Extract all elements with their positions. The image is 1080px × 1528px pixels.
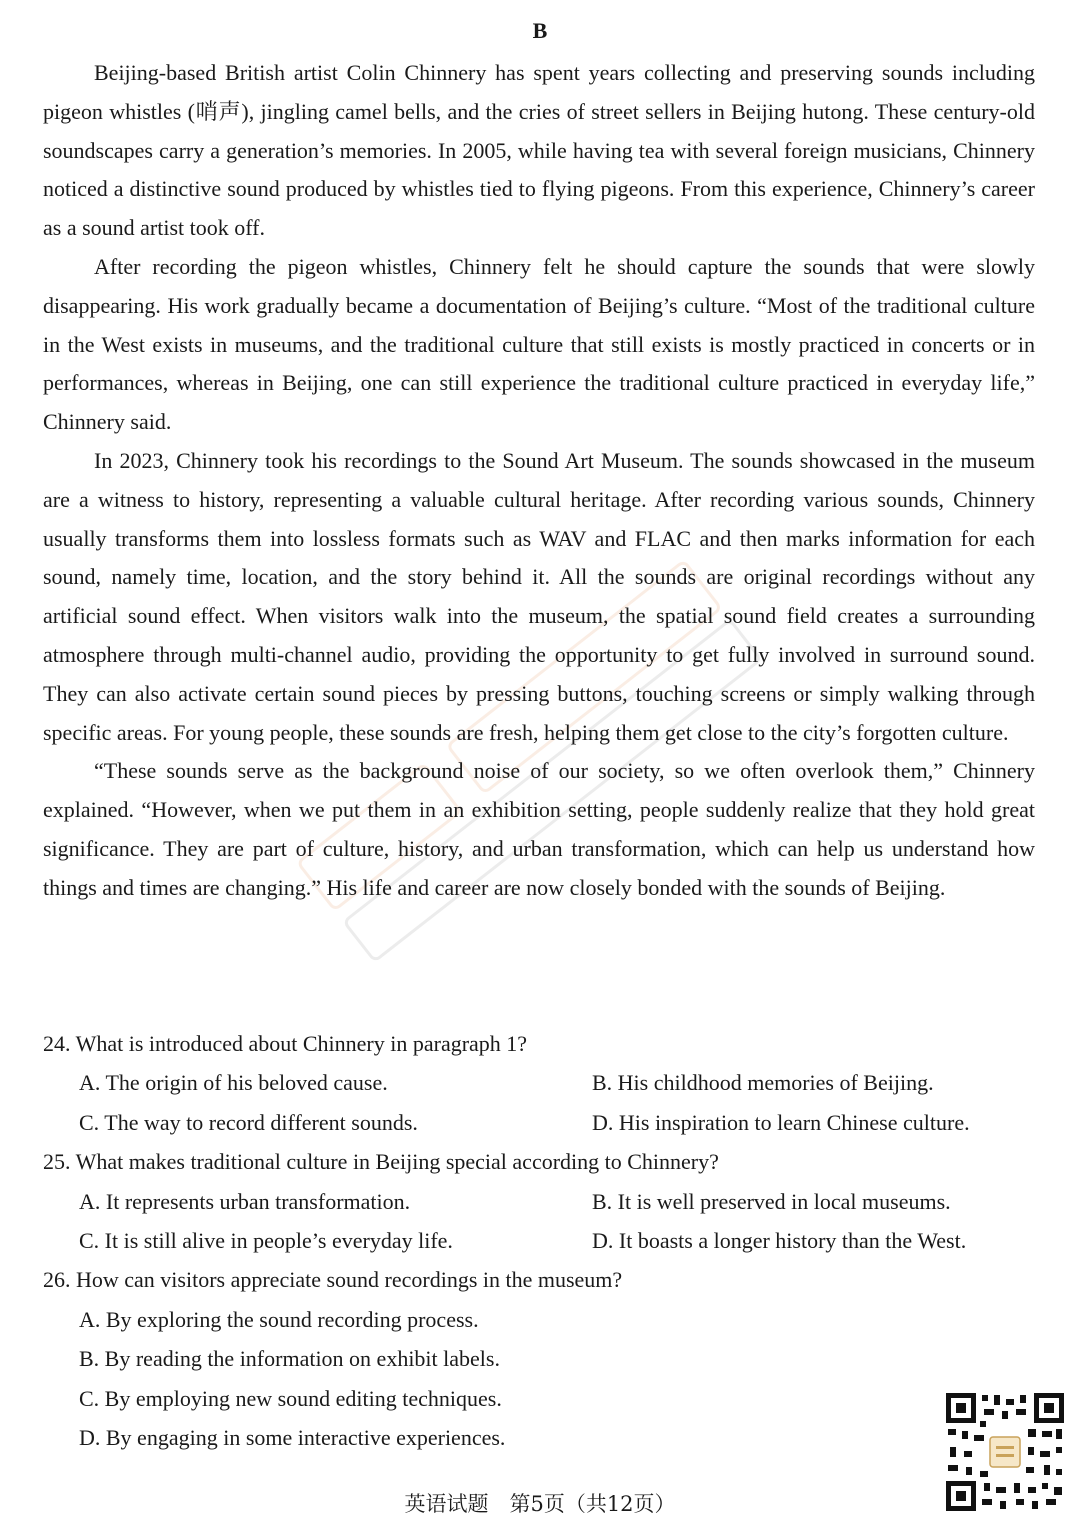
paragraph-2: After recording the pigeon whistles, Chinnery felt he should capture the sounds that were slowly disappearing. His work gradually became a documentation of Beijing’s culture. “Most of the traditional culture in the West exists in museums, and the traditional culture that still exists is mostly practiced in concerts or in performances, whereas in Beijing, one can still experience the traditional culture practiced in everyday life,” Chinnery said.	[43, 253, 1035, 435]
option-list	[43, 1300, 1035, 1458]
option-c: C. It is still alive in people’s everyday life.	[79, 1228, 453, 1254]
question-26	[43, 1260, 1035, 1457]
option-b: B. It is well preserved in local museums.	[592, 1188, 951, 1214]
option-d: D. By engaging in some interactive experiences.	[79, 1425, 506, 1451]
question-stem: 25. What makes traditional culture in Beijing special according to Chinnery?	[43, 1149, 719, 1175]
option-b: B. By reading the information on exhibit labels.	[79, 1346, 500, 1372]
question-24	[43, 1024, 1035, 1142]
option-grid	[43, 1063, 1035, 1142]
question-stem: 26. How can visitors appreciate sound recordings in the museum?	[43, 1267, 623, 1293]
question-25	[43, 1142, 1035, 1260]
section-letter: B	[532, 18, 548, 43]
reading-passage	[43, 54, 1035, 908]
question-list	[43, 1024, 1035, 1457]
option-grid	[43, 1182, 1035, 1261]
option-a: A. The origin of his beloved cause.	[79, 1070, 388, 1096]
option-a: A. It represents urban transformation.	[79, 1188, 411, 1214]
paragraph-4: “These sounds serve as the background noise of our society, so we often overlook them,” Chinnery explained. “However, when we put them in an exhibition setting, people suddenly realize that they hold great significance. They are part of culture, history, and urban transformation, which can help us understand how things and times are changing.” His life and career are now closely bonded with the sounds of Beijing.	[43, 758, 1035, 900]
option-d: D. It boasts a longer history than the West.	[592, 1228, 967, 1254]
option-c: C. The way to record different sounds.	[79, 1109, 418, 1135]
question-stem: 24. What is introduced about Chinnery in paragraph 1?	[43, 1031, 528, 1056]
paragraph-3: In 2023, Chinnery took his recordings to the Sound Art Museum. The sounds showcased in the museum are a witness to history, representing a valuable cultural heritage. After recording various sounds, Chinnery usually transforms them into lossless formats such as WAV and FLAC and then marks information for each sound, namely time, location, and the story behind it. All the sounds are original recordings without any artificial sound effect. When visitors walk into the museum, the spatial sound field creates a surrounding atmosphere through multi-channel audio, providing the opportunity to get fully involved in surround sound. They can also activate certain sound pieces by pressing buttons, touching screens or simply walking through specific areas. For young people, these sounds are fresh, helping them get close to the city’s forgotten culture.	[43, 447, 1035, 745]
option-a: A. By exploring the sound recording process.	[79, 1306, 479, 1332]
option-b: B. His childhood memories of Beijing.	[592, 1070, 934, 1096]
paragraph-1: Beijing-based British artist Colin Chinnery has spent years collecting and preserving sounds including pigeon whistles (哨声), jingling camel bells, and the cries of street sellers in Beijing hutong. These century-old soundscapes carry a generation’s memories. In 2005, while having tea with several foreign musicians, Chinnery noticed a distinctive sound produced by whistles tied to flying pigeons. From this experience, Chinnery’s career as a sound artist took off.	[43, 60, 1035, 241]
option-c: C. By employing new sound editing techniques.	[79, 1385, 502, 1411]
option-d: D. His inspiration to learn Chinese culture.	[592, 1109, 970, 1135]
page-footer: 英语试题 第5页（共12页）	[404, 1492, 676, 1516]
